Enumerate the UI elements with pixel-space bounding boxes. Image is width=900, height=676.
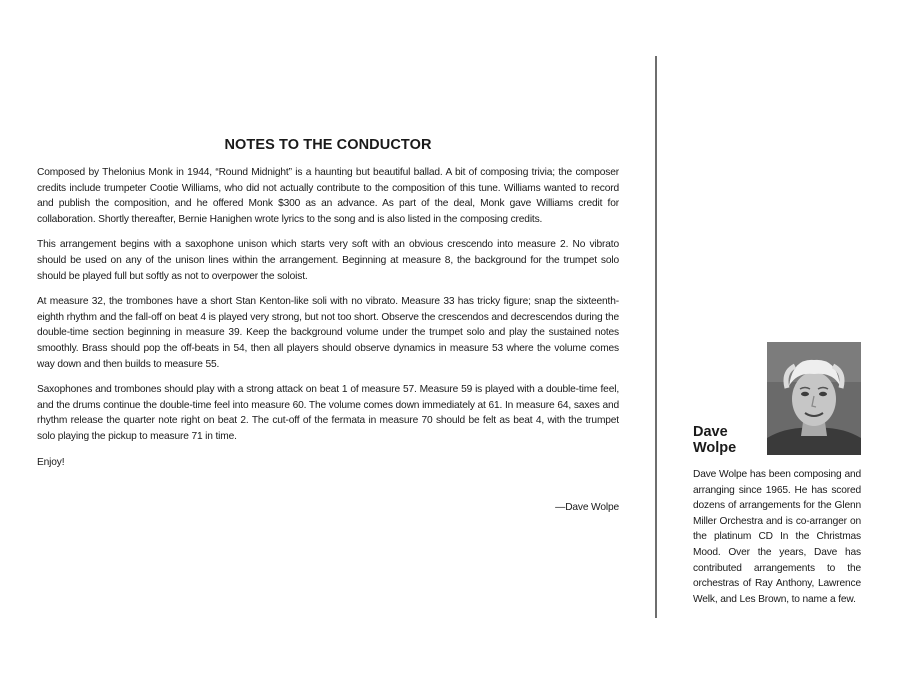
notes-signoff: —Dave Wolpe	[555, 502, 619, 514]
author-last-name: Wolpe	[693, 440, 737, 456]
column-divider	[655, 56, 657, 618]
author-photo	[767, 342, 861, 455]
notes-paragraph-4: Saxophones and trombones should play with a strong attack on beat 1 of measure 57. Measure 59 is played with a double-time feel, and the drums continue the double-time feel into measure 60. The volume comes down immediately at 61. In measure 64, saxes and rhythm release the quarter note right on beat 2. The cut-off of the fermata in measure 70 should be felt as beat 4, with the trumpet solo playing the pickup to measure 71 in time.	[37, 384, 619, 442]
author-name	[693, 424, 763, 456]
author-bio: Dave Wolpe has been composing and arranging since 1965. He has scored dozens of arrangements for the Glenn Miller Orchestra and is co-arranger on the platinum CD In the Christmas Mood. Over the years, Dave has contributed arrangements to the orchestras of Ray Anthony, Lawrence Welk, and Les Brown, to name a few.	[693, 469, 861, 605]
notes-paragraph-5: Enjoy!	[37, 456, 65, 468]
notes-paragraph-3: At measure 32, the trombones have a short Stan Kenton-like soli with no vibrato. Measure 33 has tricky figure; snap the sixteenth-eighth rhythm and the fall-off on beat 4 is played very strong, but not too short. Observe the crescendos and decrescendos during the double-time section beginning in measure 39. Keep the background volume under the trumpet solo and play the sustained notes smoothly. Brass should pop the off-beats in 54, then all players should observe dynamics in measure 53 where the volume comes way down and then builds to measure 55.	[37, 296, 619, 370]
author-first-name: Dave	[693, 424, 728, 440]
notes-paragraph-1: Composed by Thelonius Monk in 1944, “Round Midnight” is a haunting but beautiful ballad. A bit of composing trivia; the composer credits include trumpeter Cootie Williams, who did not actually contribute to the composition of this tune. Williams wanted to record and publish the composition, and he offered Monk $300 as an advance. As part of the deal, Monk gave Williams credit for collaboration. Shortly thereafter, Bernie Hanighen wrote lyrics to the song and is also listed in the composing credits.	[37, 167, 619, 225]
notes-title: NOTES TO THE CONDUCTOR	[224, 137, 432, 153]
conductor-notes	[37, 137, 619, 513]
notes-paragraph-2: This arrangement begins with a saxophone unison which starts very soft with an obvious crescendo into measure 2. No vibrato should be used on any of the unison lines within the arrangement. Beginning at measure 8, the background for the trumpet solo should be played full but softly as not to overpower the soloist.	[37, 239, 619, 282]
